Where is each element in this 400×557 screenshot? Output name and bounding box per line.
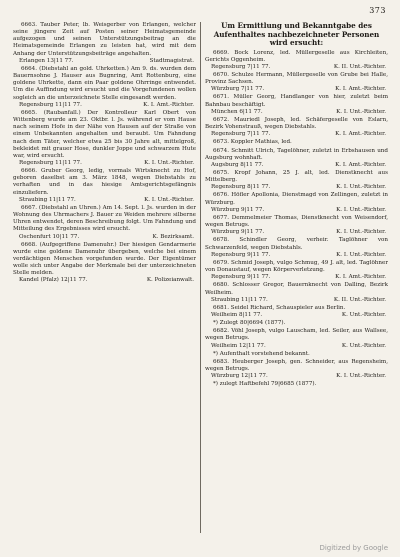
notice-entry [205,359,388,380]
notice-text: *) Aufenthalt vorstehend bekannt. [213,350,310,357]
notice-place-date: Augsburg 8|11 77. [211,161,264,168]
notice-authority: Stadtmagistrat. [149,57,194,64]
notice-footer [205,64,388,71]
notice-place-date: Würzburg 9|11 77. [211,229,265,236]
notice-text: 6664. (Diebstahl an gold. Uhrketten.) Am 9. ds. wurden dem Bauernsohne J. Hauser aus Bugnring, Amt Rottenburg, eine goldene Uhrkette, dann ein Paar goldene Ohrringe entwendet. Um die Auffindung wird ersucht und die Vorgefundenen wollen sogleich an die unterzeichnete Stelle eingesandt werden. [13,65,196,101]
digitized-watermark: Digitized by Google [319,544,388,552]
notice-entry [205,215,388,236]
notice-text: 6680. Schlosser Gregor, Bauernknecht von Dalling, Bezirk Weilheim. [205,282,388,296]
notice-text: 6676. Höfler Apollonia, Dienstmagd von Zellingen, zuletzt in Würzburg. [205,192,388,206]
notice-text: 6675. Kropf Johann, 25 J. alt, led. Dienstknecht aus Mittelberg. [205,170,388,184]
notice-text: 6665. (Raubanfall.) Der Kontrolleur Karl Obert von Wittenberg wurde am 23. Oktbr. l. Js. während er vom Hause nach seinem Hofe in der Nähe von Hausen auf der Straße von einem Unbekannten angehalten und beraubt. Um Fahndung nach dem Täter, welcher etwa 25 bis 30 Jahre alt, mittelgroß, bekleidet mit grauer Hose, dunkler Joppe und schwarzem Hute war, wird ersucht. [13,109,196,159]
notice-text: 6673. Koppler Mathias, led. [213,139,292,146]
notice-authority: K. I. Unt.-Richter. [336,229,386,236]
notice-entry [205,192,388,213]
notice-text: 6681. Seidel Richard, Schauspieler aus Berlin. [213,304,346,311]
notice-place-date: Regensburg 7|11 77. [211,63,271,70]
notice-authority: K. Unt.-Richter. [341,342,386,349]
notice-footer [205,109,388,116]
notice-text: 6674. Schmitt Ulrich, Tagelöhner, zuletzt in Erbshausen und Augsburg wohnhaft. [205,147,388,161]
notice-entry [13,110,196,167]
notice-place-date: Weilheim 8|11 77. [211,311,263,318]
notice-text: 6678. Schindler Georg, verheir. Taglöhner von Schwarzenfeld, wegen Diebstahls. [205,237,388,251]
notice-text: 6671. Müller Georg, Handlanger von hier, zuletzt beim Bahnbau beschäftigt. [205,94,388,108]
notice-footer [205,343,388,350]
notice-authority: K. I. Unt.-Richter. [336,108,386,115]
notice-place-date: Würzburg 9|11 77. [211,206,265,213]
notice-place-date: Regensburg 11|11 77. [19,159,82,166]
notice-footer [13,102,196,109]
notice-authority: K. I. Amt.-Richter. [335,274,386,281]
notice-text: 6672. Mauriedl Joseph, led. Schäfergeselle von Eslarn, Bezirk Vohenstrauß, wegen Diebstahls. [205,116,388,131]
notice-place-date: Regensburg 11|11 77. [19,101,82,108]
notice-authority: K. I. Unt.-Richter. [336,373,386,380]
notice-entry [205,170,388,191]
notice-entry [205,381,388,388]
notice-entry [205,305,388,319]
notice-text: 6668. (Aufgegriffene Damenuhr.) Der hiesigen Gendarmerie wurde eine goldene Damenuhr übergeben, welche bei einem verdächtigen Menschen vorgefunden wurde. Der Eigentümer wolle sich unter Angabe der Merkmale bei der unterzeichneten Stelle melden. [13,241,196,277]
notice-entry [205,117,388,138]
notice-footer [13,277,196,284]
notice-footer [205,184,388,191]
notice-place-date: Regensburg 7|11 77. [211,131,271,138]
notice-authority: K. I. Unt.-Richter. [336,206,386,213]
notice-text: 6682. Vöhl Joseph, vulgo Lauscham, led. Seiler, aus Wallsee, wegen Betrugs. [205,328,388,342]
notice-authority: K. I. Amt.-Richter. [143,101,194,108]
notice-footer [205,312,388,319]
notice-text: *) zulegt Haftbefehl 79|6685 (1877). [213,381,317,388]
notice-entry [205,72,388,93]
notice-footer [13,234,196,241]
notice-text: 6663. Tauber Peter, lb. Weisgerber von Erlangen, welcher seine jüngere Zeit auf Posten seiner Heimatsgemeinde aufgezogen und seinen Unterstützungsbeitrag an die Heimatsgemeinde Erlangen zu leisten hat, wird mit dem Anhang der Unterstützungsbeiträge angehalten. [13,22,196,57]
notice-authority: K. I. Amt.-Richter. [335,131,386,138]
notice-entry [13,242,196,285]
notice-footer [205,229,388,236]
notice-entry [205,320,388,327]
notice-authority: K. I. Amt.-Richter. [335,161,386,168]
notice-entry [205,237,388,258]
notice-authority: K. I. Unt.-Richter. [336,251,386,258]
notice-entry [205,50,388,71]
right-column [205,22,388,537]
notice-entry [13,205,196,241]
notice-footer [205,373,388,380]
notice-place-date: Weilheim 12|11 77. [211,342,266,349]
notice-authority: K. Bezirksamt. [152,233,194,240]
notice-place-date: Straubing 11|11 77. [211,296,268,303]
notice-entry [205,94,388,115]
notice-entry [13,66,196,109]
notice-authority: K. I. Unt.-Richter. [144,159,194,166]
notice-text: 6669. Bock Lorenz, led. Müllergeselle aus Kirchleiten, Gerichts Oggenheim. [205,49,388,63]
notice-text: 6666. Gruber Georg, ledig, vormals Wirtsknecht zu Hof, geboren daselbst am 3. März 1848, wegen Diebstahls zu verhaften und in das hiesige Amtsgerichtsgefängnis einzuliefern. [13,168,196,196]
notice-entry [205,260,388,281]
notice-authority: K. I. Unt.-Richter. [144,196,194,203]
notice-footer [205,297,388,304]
notice-authority: K. II. Unt.-Richter. [333,296,386,303]
notice-footer [205,252,388,259]
notice-entry [13,22,196,65]
notice-footer [205,131,388,138]
notice-text: 6667. (Diebstahl an Uhren.) Am 14. Sept. l. Js. wurden in der Wohnung des Uhrmachers J. Bauer zu Weiden mehrere silberne Uhren entwendet, deren Beschreibung folgt. Um Fahndung und Mitteilung des Ergebnisses wird ersucht. [13,204,196,233]
notice-footer [205,86,388,93]
notice-place-date: Regensburg 8|11 77. [211,184,271,191]
notice-place-date: München 6|11 77. [211,108,263,115]
notice-entry [205,139,388,146]
notice-place-date: Oschenfurt 10|11 77. [19,233,80,240]
notice-authority: K. Polizeianwalt. [146,277,194,284]
notice-entry [205,351,388,358]
notice-footer [205,207,388,214]
notice-entry [13,168,196,204]
notice-entry [205,148,388,169]
notice-place-date: Regensburg 9|11 77. [211,251,271,258]
notice-place-date: Erlangen 13|11 77. [19,57,74,64]
notice-footer [13,160,196,167]
left-column [13,22,196,537]
notice-authority: K. I. Unt.-Richter. [336,184,386,191]
notice-footer [13,58,196,65]
notice-place-date: Regensburg 9|11 77. [211,274,271,281]
notice-footer [205,162,388,169]
notice-entry [205,282,388,303]
right-column-heading: Um Ermittlung und Bekanntgabe des Aufenthaltes nachbezeichneter Personen wird ersucht: [213,22,380,47]
notice-place-date: Kandel (Pfalz) 12|11 77. [19,277,88,284]
notice-footer [13,197,196,204]
notice-authority: K. II. Unt.-Richter. [333,63,386,70]
notice-authority: K. Unt.-Richter. [341,311,386,318]
notice-authority: K. I. Amt.-Richter. [335,86,386,93]
notice-place-date: Straubing 11|11 77. [19,196,76,203]
notice-footer [205,274,388,281]
notice-place-date: Würzburg 12|11 77. [211,373,268,380]
notice-text: 6683. Heuberger Joseph, gen. Schneider, aus Regensheim, wegen Betrugs. [205,358,388,373]
notice-entry [205,328,388,349]
notice-text: 6677. Demmelmeier Thomas, Dienstknecht von Weisendorf, wegen Betrugs. [205,214,388,229]
column-divider [200,22,201,533]
notice-place-date: Würzburg 7|11 77. [211,86,265,93]
notice-text: 6679. Schmid Joseph, vulgo Schmug, 49 J. alt, led. Taglöhner von Donaustauf, wegen Körperverletzung. [205,259,388,274]
notice-text: *) Zulegt 80|6694 (1877). [213,320,286,327]
page-number: 373 [369,6,386,15]
notice-text: 6670. Schulze Hermann, Müllergeselle von Grube bei Halle, Provinz Sachsen. [205,71,388,86]
